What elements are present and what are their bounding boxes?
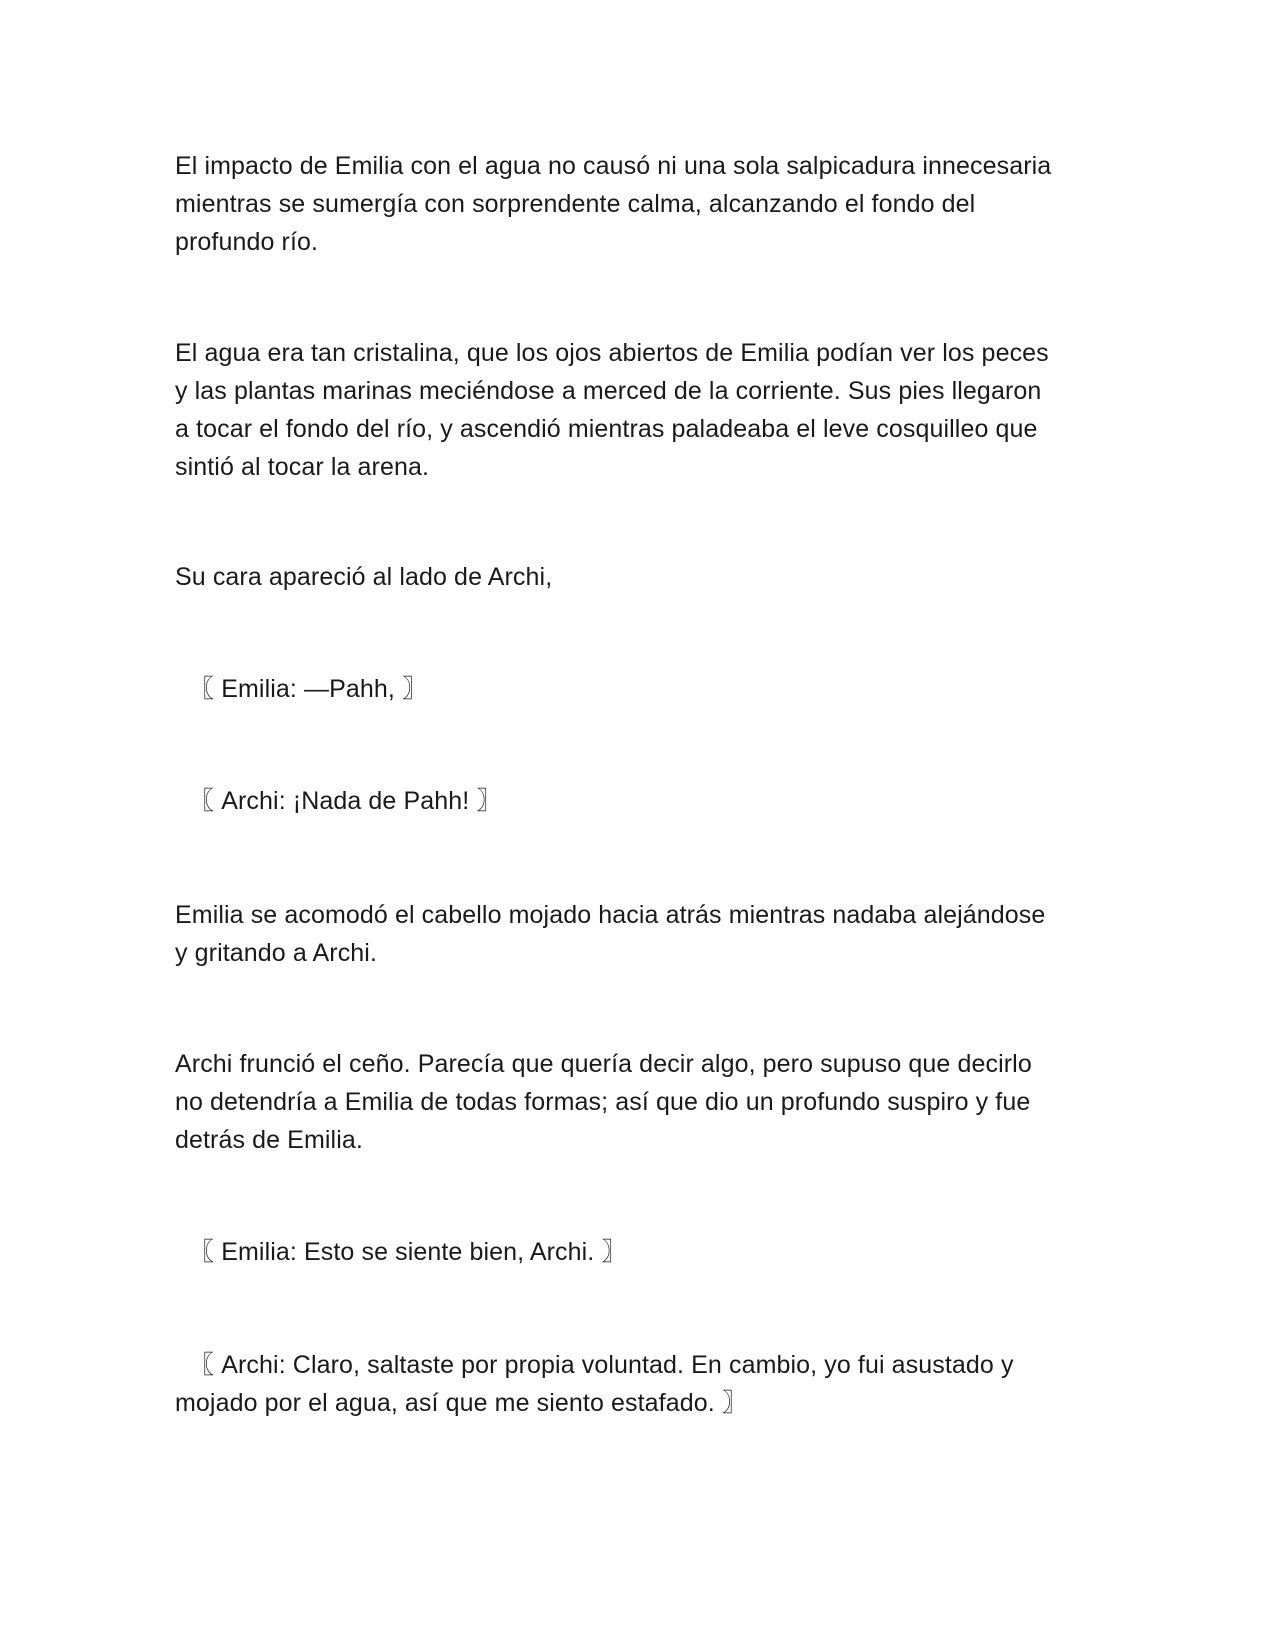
dialogue-line-archi-1: 〖 Archi: ¡Nada de Pahh! 〗 bbox=[175, 787, 502, 815]
dialogue-line-emilia-1: 〖 Emilia: —Pahh, 〗 bbox=[175, 675, 428, 703]
paragraph-narration-2: El agua era tan cristalina, que los ojos abiertos de Emilia podían ver los peces y las plantas marinas meciéndose a merced de la corriente. Sus pies llegaron a tocar el fondo del río, y ascendió mientras paladeaba el leve cosquilleo que sintió al tocar la arena. bbox=[175, 339, 1049, 481]
paragraph-narration-4: Emilia se acomodó el cabello mojado hacia atrás mientras nadaba alejándose y gritando a Archi. bbox=[175, 901, 1046, 967]
paragraph-narration-3: Su cara apareció al lado de Archi, bbox=[175, 563, 553, 591]
dialogue-line-archi-2: 〖 Archi: Claro, saltaste por propia voluntad. En cambio, yo fui asustado y mojado por el agua, así que me siento estafado. 〗 bbox=[175, 1351, 1014, 1417]
paragraph-narration-5: Archi frunció el ceño. Parecía que quería decir algo, pero supuso que decirlo no detendría a Emilia de todas formas; así que dio un profundo suspiro y fue detrás de Emilia. bbox=[175, 1050, 1032, 1154]
paragraph-narration-1: El impacto de Emilia con el agua no causó ni una sola salpicadura innecesaria mientras se sumergía con sorprendente calma, alcanzando el fondo del profundo río. bbox=[175, 152, 1052, 256]
dialogue-line-emilia-2: 〖 Emilia: Esto se siente bien, Archi. 〗 bbox=[175, 1238, 627, 1266]
